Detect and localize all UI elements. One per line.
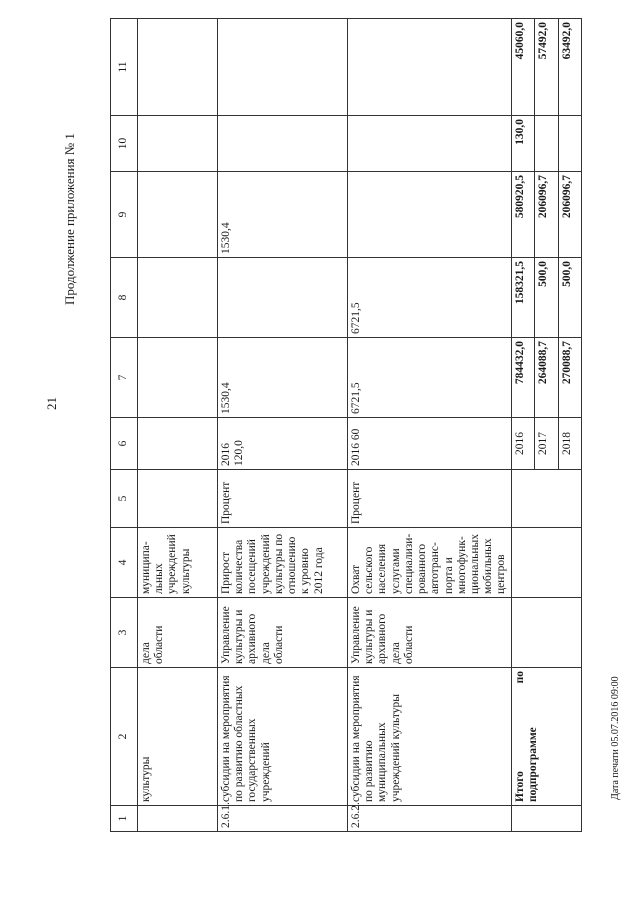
column-number-row	[111, 19, 138, 832]
cell-text: дела области	[138, 598, 218, 668]
cell-num	[218, 258, 348, 338]
total-year: 2016	[511, 418, 534, 470]
program-table	[110, 18, 582, 832]
col-9: 9	[111, 172, 138, 258]
col-3: 3	[111, 598, 138, 668]
cell-num	[348, 116, 512, 172]
cell-num: 1530,4	[218, 338, 348, 418]
col-6: 6	[111, 418, 138, 470]
continuation-title: Продолжение приложения № 1	[62, 133, 77, 305]
table-row	[218, 19, 348, 832]
year: 2016	[220, 443, 232, 466]
cell-text: субсидии на мероприятия по развитию муниципальных учреждений культуры	[348, 668, 512, 806]
cell-year-value	[348, 418, 512, 470]
table-row	[138, 19, 218, 832]
page-number: 21	[44, 397, 59, 410]
col-11: 11	[111, 19, 138, 116]
cell-num	[348, 19, 512, 116]
rotated-table-wrapper	[110, 19, 582, 832]
total-row: 2018 270088,7 500,0 206096,7 63492,0	[558, 19, 581, 832]
cell-text: муниципа-льных учреждений культуры	[138, 528, 218, 598]
cell-text: Охват сельского населения услугами специализи-рованного автотранс-порта и многофунк-циональных мобильных центров	[348, 528, 512, 598]
print-date: Дата печати 05.07.2016 09:00	[610, 676, 621, 800]
cell-text: Управление культуры и архивного дела области	[348, 598, 512, 668]
col-1: 1	[111, 806, 138, 832]
cell-num: 1530,4	[218, 172, 348, 258]
value: 120,0	[233, 440, 246, 466]
total-row: Итого по подпрограмме 2016 784432,0 158321,5 580920,5 130,0 45060,0	[511, 19, 534, 832]
col-7: 7	[111, 338, 138, 418]
row-number: 2.6.1.	[218, 806, 348, 832]
col-10: 10	[111, 116, 138, 172]
cell-num: 6721,5	[348, 338, 512, 418]
total-year: 2017	[535, 418, 558, 470]
value: 60	[350, 428, 362, 441]
col-4: 4	[111, 528, 138, 598]
cell-text: Управление культуры и архивного дела области	[218, 598, 348, 668]
table-row	[348, 19, 512, 832]
cell-text: Процент	[348, 470, 512, 528]
cell-year-value	[218, 418, 348, 470]
cell-text: субсидии на мероприятия по развитию областных государственных учреждений	[218, 668, 348, 806]
cell-num: 6721,5	[348, 258, 512, 338]
cell-text: Прирост количества посещений учреждений культуры по отношению к уровню 2012 года	[218, 528, 348, 598]
year: 2016	[350, 443, 362, 466]
cell-text: Процент	[218, 470, 348, 528]
cell-num	[218, 116, 348, 172]
col-5: 5	[111, 470, 138, 528]
col-8: 8	[111, 258, 138, 338]
row-number: 2.6.2.	[348, 806, 512, 832]
col-2: 2	[111, 668, 138, 806]
total-year: 2018	[558, 418, 581, 470]
total-label: Итого по подпрограмме	[511, 668, 581, 806]
total-row: 2017 264088,7 500,0 206096,7 57492,0	[535, 19, 558, 832]
cell-text: культуры	[138, 668, 218, 806]
cell-num	[348, 172, 512, 258]
cell-num	[218, 19, 348, 116]
